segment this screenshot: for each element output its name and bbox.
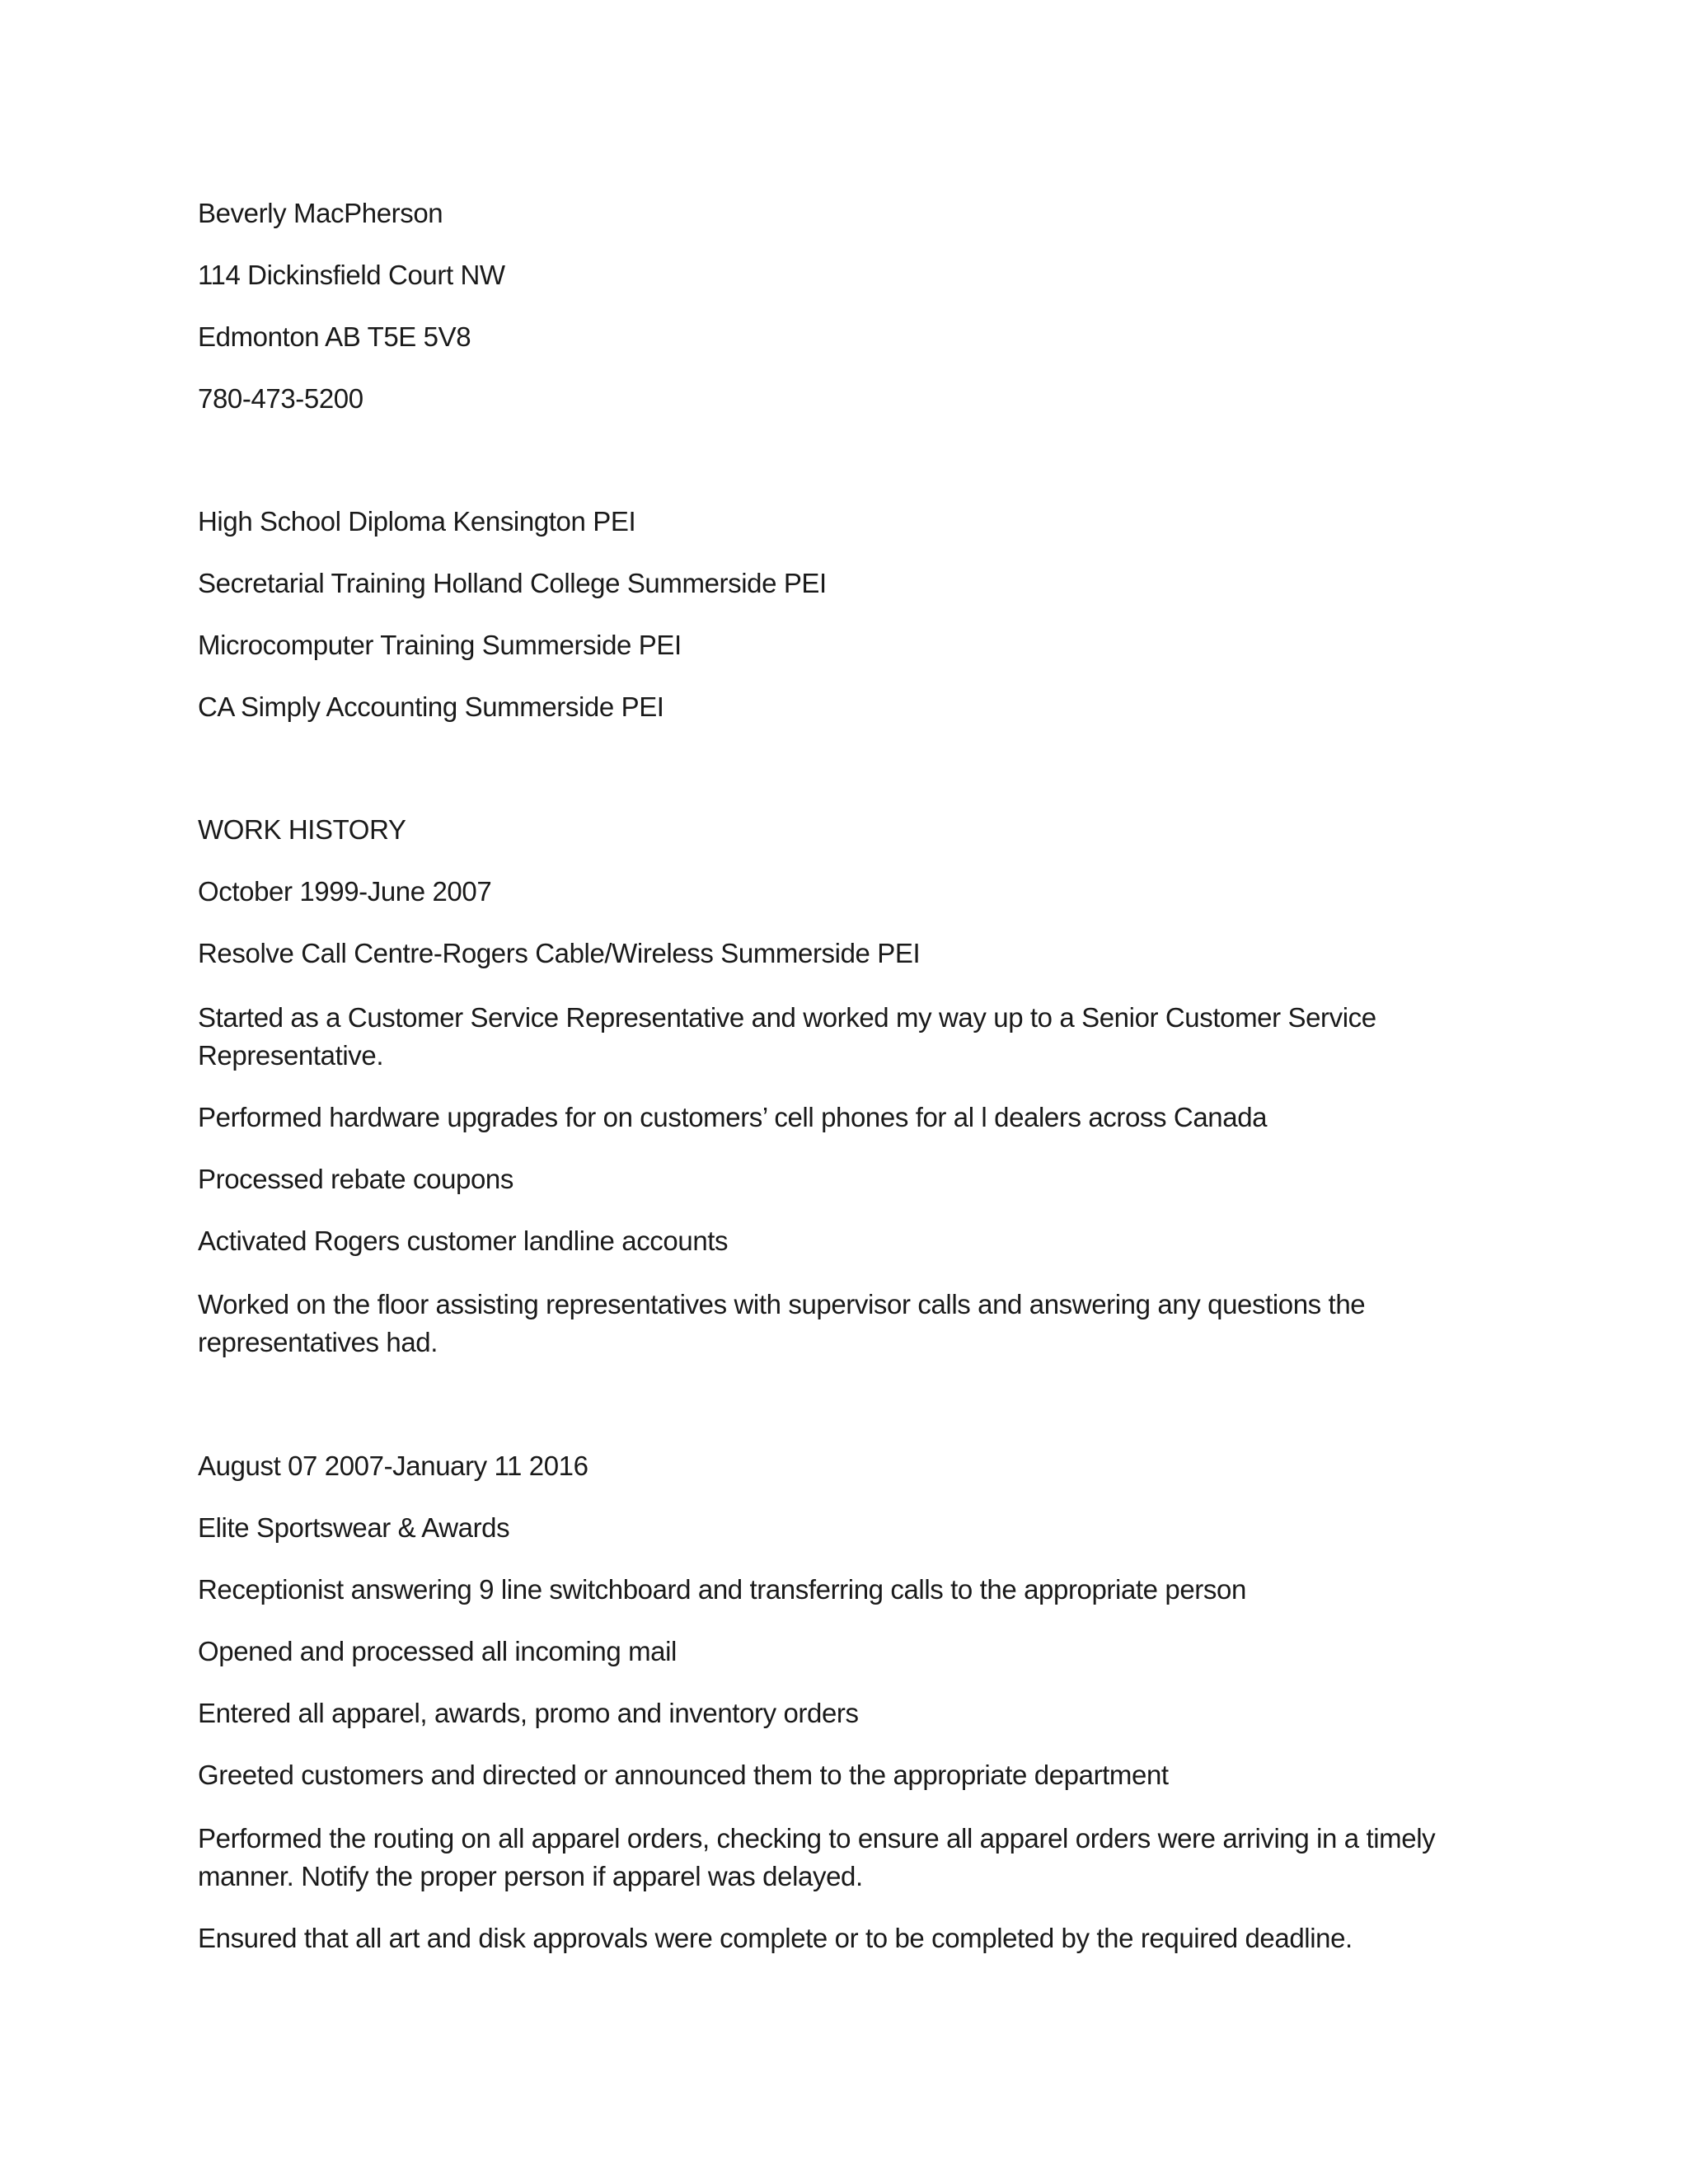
job-employer: Elite Sportswear & Awards [198,1512,510,1543]
job-duty: Performed hardware upgrades for on customers’ cell phones for al l dealers across Canada [198,1102,1268,1132]
job-duty: Greeted customers and directed or announced them to the appropriate department [198,1760,1169,1790]
job-duty: Opened and processed all incoming mail [198,1636,677,1666]
section-heading: WORK HISTORY [198,814,406,845]
job-duty: Ensured that all art and disk approvals were complete or to be completed by the required deadline. [198,1923,1353,1953]
city-address: Edmonton AB T5E 5V8 [198,321,471,352]
job-duty: Processed rebate coupons [198,1164,513,1194]
job-duty: Receptionist answering 9 line switchboard and transferring calls to the appropriate person [198,1574,1246,1605]
job-duty: Worked on the floor assisting representatives with supervisor calls and answering any questions the representatives had. [198,1289,1366,1357]
applicant-name: Beverly MacPherson [198,198,443,228]
job-duty: Started as a Customer Service Representative and worked my way up to a Senior Customer Service Representative. [198,1002,1376,1071]
education-item: High School Diploma Kensington PEI [198,506,636,537]
job-employer: Resolve Call Centre-Rogers Cable/Wireless Summerside PEI [198,938,921,968]
job-duty: Entered all apparel, awards, promo and inventory orders [198,1698,859,1728]
job-duty: Performed the routing on all apparel orders, checking to ensure all apparel orders were arriving in a timely manner. Notify the proper person if apparel was delayed. [198,1823,1436,1891]
street-address: 114 Dickinsfield Court NW [198,260,505,290]
job-dates: August 07 2007-January 11 2016 [198,1451,588,1481]
education-item: Microcomputer Training Summerside PEI [198,630,682,660]
education-item: Secretarial Training Holland College Summerside PEI [198,568,827,598]
education-item: CA Simply Accounting Summerside PEI [198,691,664,722]
phone-number: 780-473-5200 [198,383,363,414]
job-dates: October 1999-June 2007 [198,876,492,907]
job-duty: Activated Rogers customer landline accounts [198,1226,729,1256]
